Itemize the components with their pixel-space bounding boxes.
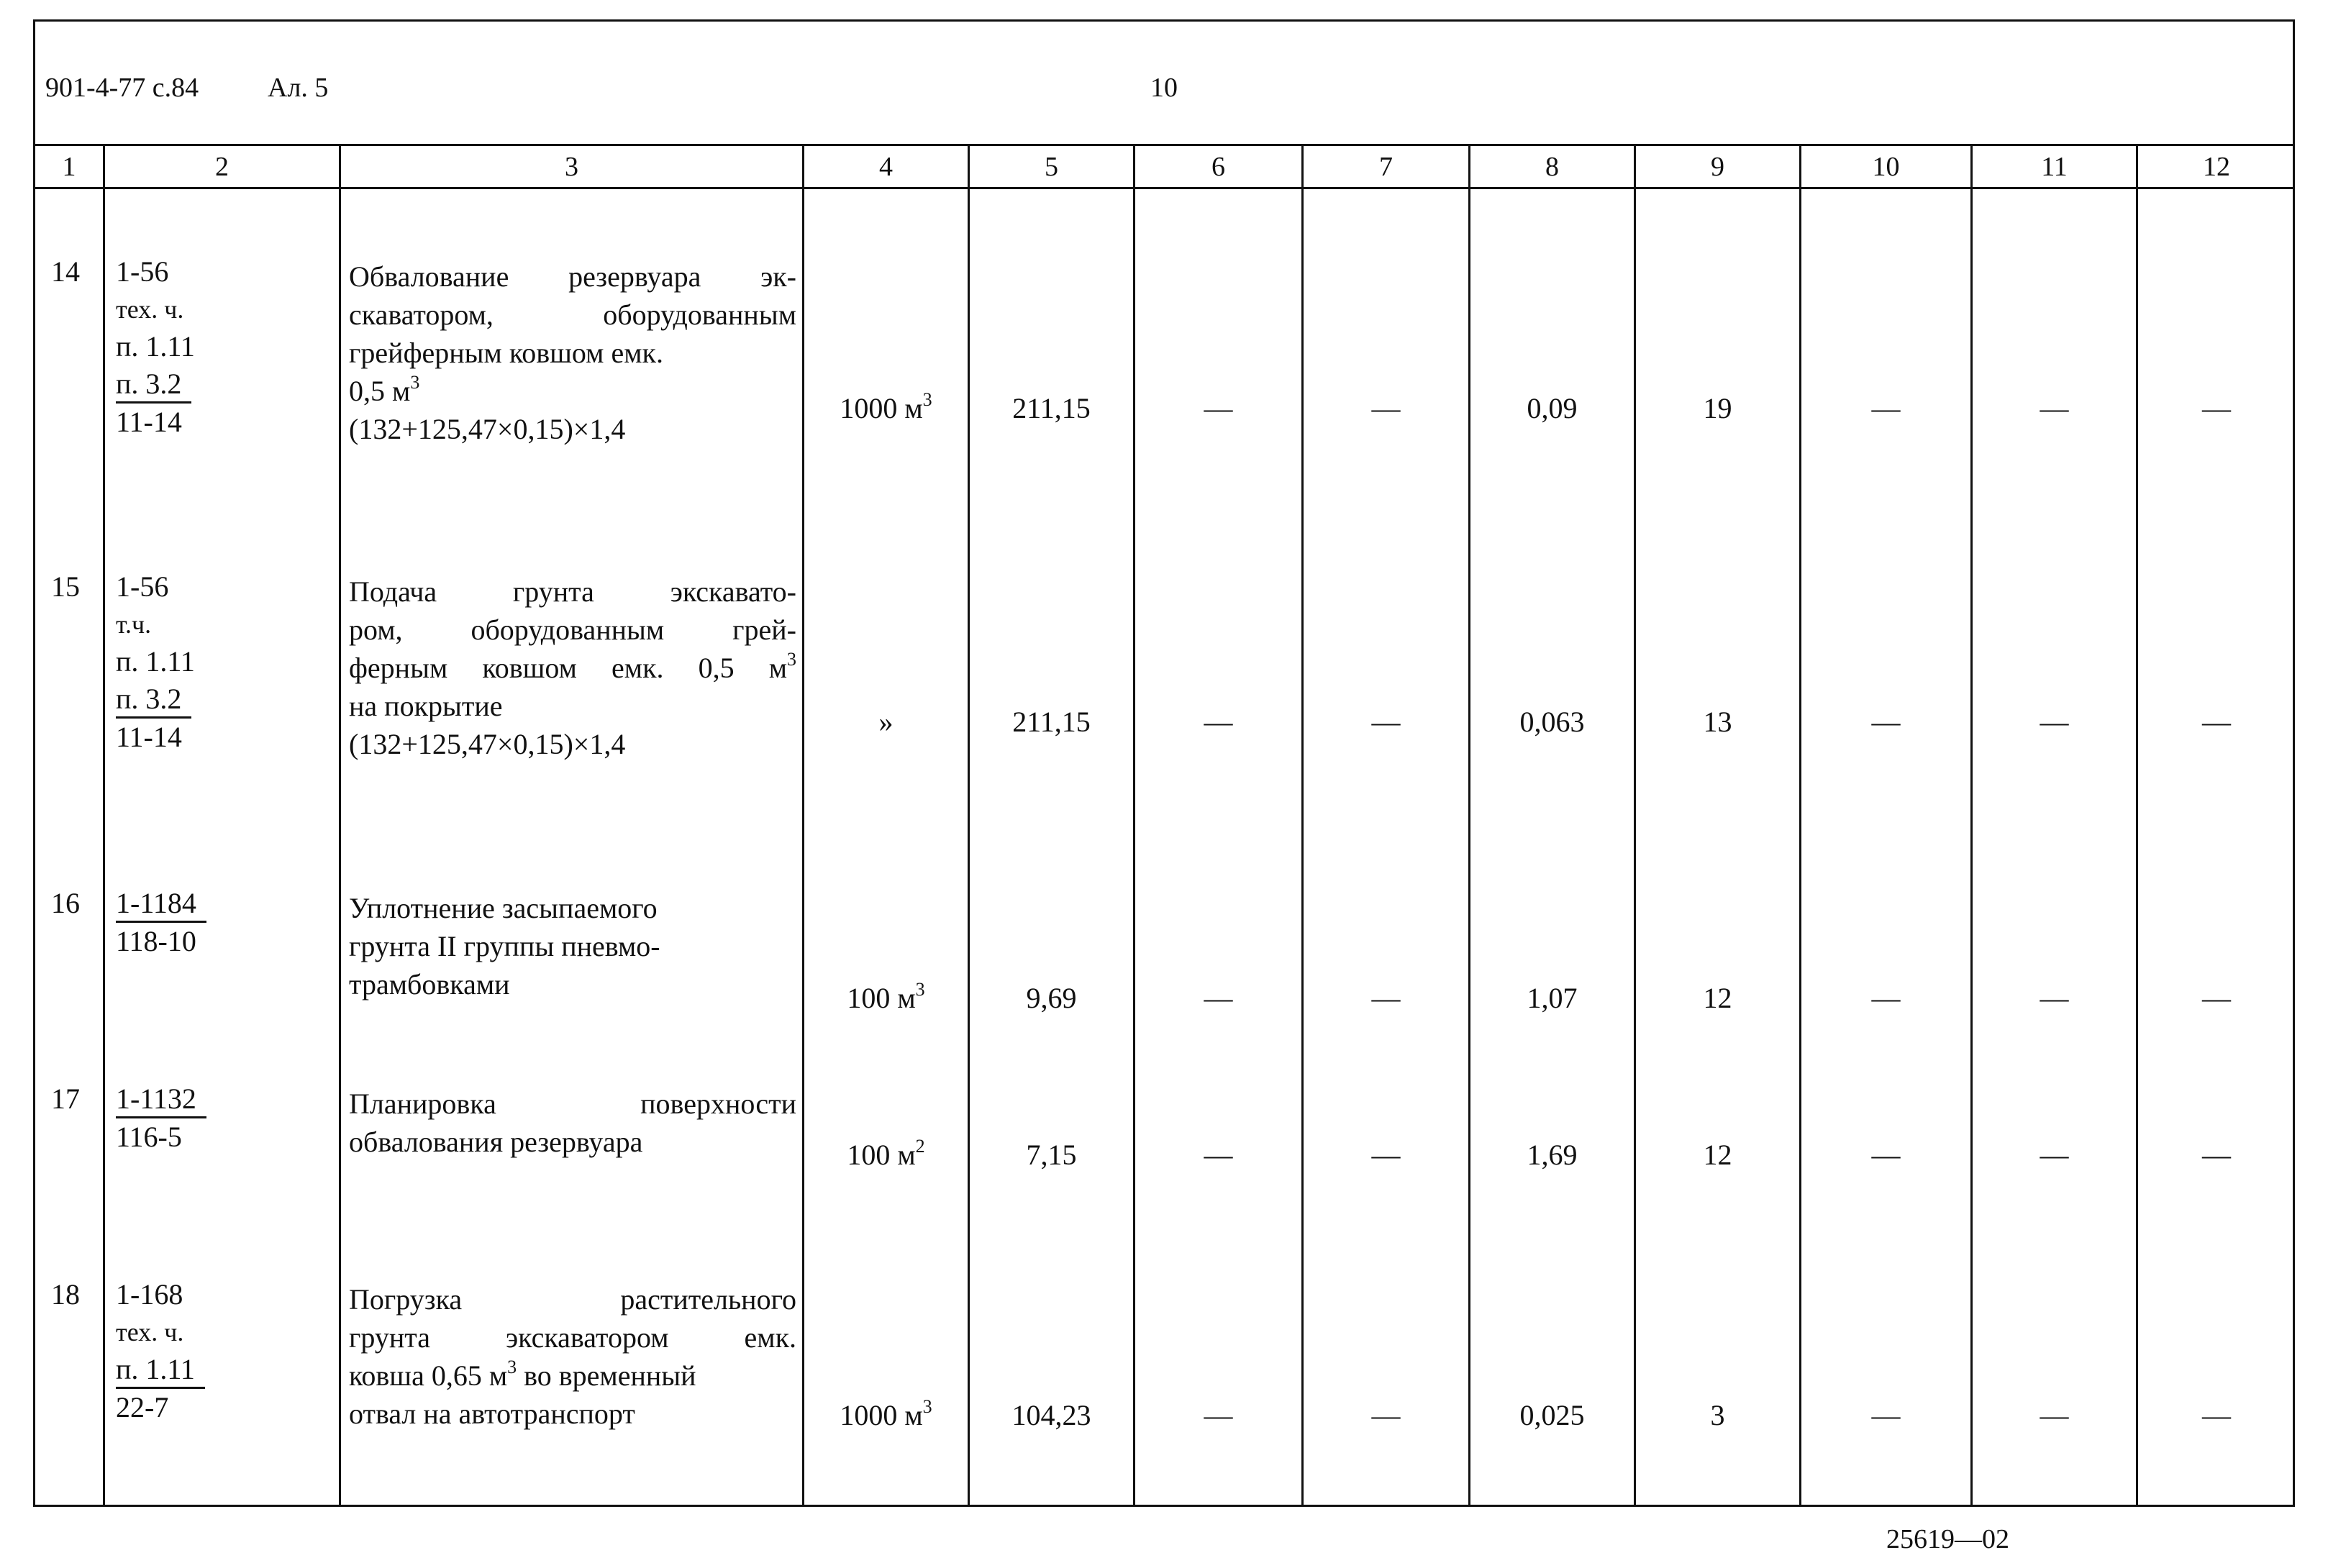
- desc-line: ферным ковшом емк. 0,5 $м^3$: [349, 648, 796, 684]
- desc-line: ковша 0,65 $м^3$ во временный: [349, 1356, 696, 1392]
- ref-line: 118-10: [116, 925, 196, 957]
- cell-col8: 0,09: [1527, 392, 1578, 424]
- quantity: 211,15: [1012, 706, 1091, 738]
- column-number: 4: [879, 152, 893, 182]
- cell-col9: 12: [1703, 1139, 1732, 1171]
- column-number: 12: [2203, 152, 2230, 182]
- column-divider: [1133, 146, 1135, 1505]
- ref-line: тех. ч.: [116, 1318, 184, 1346]
- column-number: 6: [1211, 152, 1225, 182]
- cell-col6: —: [1204, 1139, 1233, 1171]
- quantity: 9,69: [1026, 982, 1077, 1014]
- cell-col6: —: [1204, 706, 1233, 738]
- cell-col10: —: [1871, 982, 1901, 1014]
- ref-line: п. 3.2: [116, 367, 191, 404]
- cell-col11: —: [2040, 982, 2069, 1014]
- column-divider: [802, 146, 804, 1505]
- ref-line: 1-56: [116, 255, 169, 288]
- row-number: 15: [51, 570, 80, 603]
- norm-reference: [116, 885, 206, 960]
- document-frame: [33, 19, 2295, 1507]
- column-number: 8: [1545, 152, 1559, 182]
- ref-line: 1-1132: [116, 1082, 206, 1118]
- ref-line: п. 1.11: [116, 330, 195, 363]
- cell-col7: —: [1371, 392, 1401, 424]
- column-number: 5: [1045, 152, 1058, 182]
- ref-line: т.ч.: [116, 610, 152, 639]
- cell-col12: —: [2202, 392, 2231, 424]
- cell-col7: —: [1371, 982, 1401, 1014]
- ref-line: 1-56: [116, 570, 169, 603]
- ref-line: тех. ч.: [116, 295, 184, 324]
- unit: 100 $м^3$: [847, 978, 925, 1014]
- column-number: 10: [1872, 152, 1900, 182]
- desc-line: на покрытие: [349, 690, 503, 722]
- row-number: 16: [51, 887, 80, 919]
- cell-col6: —: [1204, 392, 1233, 424]
- row-number: 17: [51, 1082, 80, 1115]
- desc-line: грейферным ковшом емк.: [349, 337, 663, 369]
- desc-line: Планировка поверхности: [349, 1088, 796, 1120]
- quantity: 211,15: [1012, 392, 1091, 424]
- ref-line: 1-168: [116, 1278, 183, 1311]
- ref-line: 116-5: [116, 1121, 182, 1153]
- cell-col10: —: [1871, 1399, 1901, 1431]
- quantity: 7,15: [1026, 1139, 1077, 1171]
- cell-col8: 0,025: [1519, 1399, 1585, 1431]
- desc-line: скаватором, оборудованным: [349, 298, 796, 331]
- column-divider: [1634, 146, 1636, 1505]
- work-description: [349, 1085, 796, 1161]
- cell-col12: —: [2202, 982, 2231, 1014]
- desc-line: (132+125,47×0,15)×1,4: [349, 413, 626, 445]
- cell-col7: —: [1371, 1399, 1401, 1431]
- unit: 1000 $м^3$: [840, 388, 932, 424]
- cell-col9: 13: [1703, 706, 1732, 738]
- work-description: [349, 889, 796, 1003]
- desc-line: грунта II группы пневмо-: [349, 930, 660, 962]
- column-divider: [968, 146, 970, 1505]
- cell-col7: —: [1371, 1139, 1401, 1171]
- cell-col12: —: [2202, 706, 2231, 738]
- column-divider: [2136, 146, 2138, 1505]
- cell-col11: —: [2040, 706, 2069, 738]
- row-number: 18: [51, 1278, 80, 1311]
- desc-line: Уплотнение засыпаемого: [349, 892, 658, 924]
- work-description: [349, 257, 796, 448]
- cell-col9: 12: [1703, 982, 1732, 1014]
- cell-col12: —: [2202, 1399, 2231, 1431]
- ref-line: 11-14: [116, 721, 182, 753]
- desc-line: обвалования резервуара: [349, 1126, 643, 1158]
- desc-line: 0,5 $м^3$: [349, 371, 420, 407]
- desc-line: трамбовками: [349, 968, 510, 1000]
- title-strip: [35, 22, 2293, 146]
- desc-line: Подача грунта экскавато-: [349, 575, 796, 608]
- cell-col10: —: [1871, 392, 1901, 424]
- cell-col7: —: [1371, 706, 1401, 738]
- cell-col10: —: [1871, 706, 1901, 738]
- column-divider: [1468, 146, 1470, 1505]
- ref-line: п. 3.2: [116, 682, 191, 719]
- desc-line: (132+125,47×0,15)×1,4: [349, 728, 626, 760]
- column-number: 3: [565, 152, 578, 182]
- cell-col8: 1,07: [1527, 982, 1578, 1014]
- cell-col8: 1,69: [1527, 1139, 1578, 1171]
- column-number: 9: [1711, 152, 1724, 182]
- norm-reference: [116, 568, 195, 756]
- work-description: [349, 573, 796, 763]
- column-divider: [1970, 146, 1973, 1505]
- footer-code: 25619—02: [1886, 1524, 2009, 1554]
- cell-col11: —: [2040, 1139, 2069, 1171]
- unit: 1000 $м^3$: [840, 1395, 932, 1431]
- ref-line: 1-1184: [116, 886, 206, 923]
- norm-reference: [116, 1080, 206, 1156]
- cell-col6: —: [1204, 1399, 1233, 1431]
- row-number: 14: [51, 255, 80, 288]
- ref-line: п. 1.11: [116, 1352, 205, 1389]
- sheet-label: Ал. 5: [268, 73, 329, 103]
- cell-col11: —: [2040, 1399, 2069, 1431]
- cell-col12: —: [2202, 1139, 2231, 1171]
- cell-col11: —: [2040, 392, 2069, 424]
- column-divider: [339, 146, 341, 1505]
- cell-col9: 19: [1703, 392, 1732, 424]
- unit: 100 $м^2$: [847, 1135, 925, 1171]
- norm-reference: [116, 1276, 205, 1426]
- ref-line: 11-14: [116, 406, 182, 438]
- quantity: 104,23: [1011, 1399, 1091, 1431]
- page-number: 10: [1150, 73, 1178, 103]
- norm-reference: [116, 253, 195, 441]
- cell-col10: —: [1871, 1139, 1901, 1171]
- unit: »: [878, 706, 894, 738]
- project-code: 901-4-77 с.84: [45, 73, 199, 103]
- column-number: 11: [2041, 152, 2068, 182]
- desc-line: ром, оборудованным грей-: [349, 614, 796, 646]
- cell-col8: 0,063: [1519, 706, 1585, 738]
- cell-col6: —: [1204, 982, 1233, 1014]
- desc-line: грунта экскаватором емк.: [349, 1321, 796, 1354]
- desc-line: отвал на автотранспорт: [349, 1398, 635, 1430]
- ref-line: 22-7: [116, 1391, 169, 1423]
- cell-col9: 3: [1710, 1399, 1725, 1431]
- column-divider: [1301, 146, 1304, 1505]
- work-description: [349, 1280, 796, 1433]
- column-number: 7: [1379, 152, 1393, 182]
- ref-line: п. 1.11: [116, 645, 195, 678]
- column-number: 2: [215, 152, 229, 182]
- desc-line: Погрузка растительного: [349, 1283, 796, 1316]
- column-divider: [1799, 146, 1801, 1505]
- column-number: 1: [62, 152, 76, 182]
- column-divider: [103, 146, 105, 1505]
- desc-line: Обвалование резервуара эк-: [349, 260, 796, 293]
